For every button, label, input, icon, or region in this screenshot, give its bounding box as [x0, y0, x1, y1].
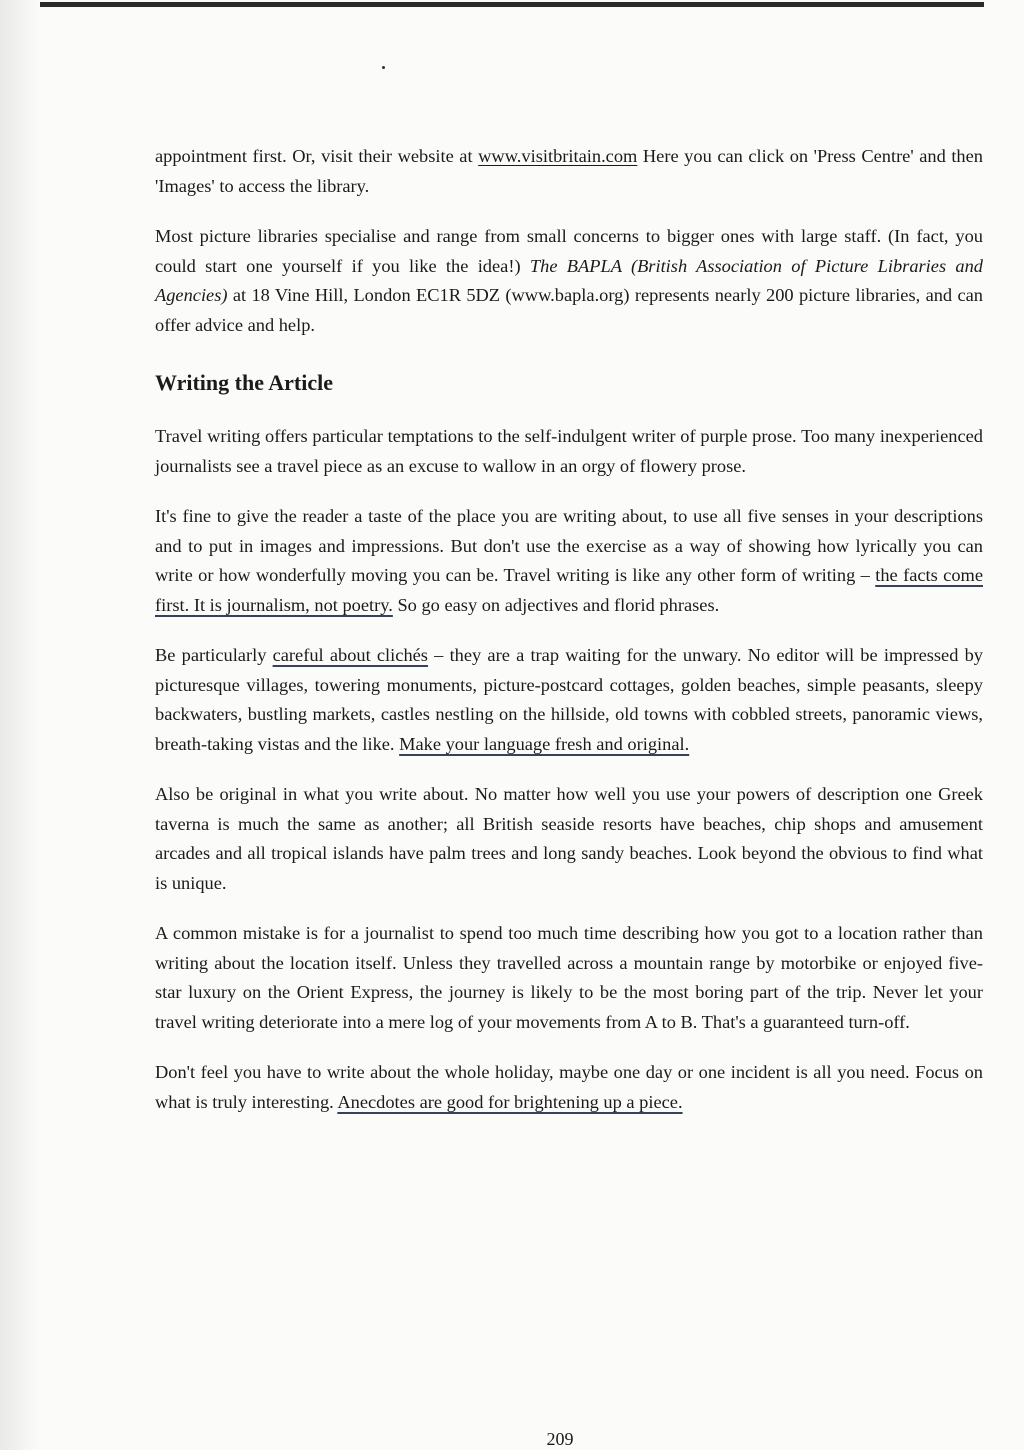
section-heading: Writing the Article — [155, 370, 333, 395]
top-border-line — [40, 2, 984, 7]
paragraph-5: Be particularly careful about clichés – they are a trap waiting for the unwary. No editor will be impressed by picturesque villages, towering monuments, picture-postcard cottages, golden beaches, simple peasants, sleepy backwaters, bustling markets, castles nestling on the hillside, old towns with cobbled streets, panoramic views, breath-taking vistas and the like. Make your language fresh and original. — [155, 645, 983, 754]
page-number: 209 — [546, 1429, 574, 1449]
bapla-name: The BAPLA (British Association of Picture Libraries and Agencies) — [155, 255, 984, 305]
handwritten-underline-language: Make your language fresh and original. — [399, 733, 690, 754]
paragraph-6: Also be original in what you write about. No matter how well you use your powers of description one Greek taverna is much the same as another; all British seaside resorts have beaches, chip shops and amusement arcades and all tropical islands have palm trees and long sandy beaches. Look beyond the obvious to find what is unique. — [155, 784, 983, 893]
page-body — [155, 142, 983, 1138]
handwritten-underline-facts: the facts come first. It is journalism, not poetry. — [155, 565, 983, 615]
paragraph-3: Travel writing offers particular temptations to the self-indulgent writer of purple prose. Too many inexperienced journalists see a travel piece as an excuse to wallow in an orgy of flowery prose. — [155, 426, 983, 476]
paragraph-8: Don't feel you have to write about the whole holiday, maybe one day or one incident is all you need. Focus on what is truly interesting. Anecdotes are good for brightening up a piece. — [155, 1062, 983, 1112]
paragraph-7: A common mistake is for a journalist to spend too much time describing how you got to a location rather than writing about the location itself. Unless they travelled across a mountain range by motorbike or enjoyed five-star luxury on the Orient Express, the journey is likely to be the most boring part of the trip. Never let your travel writing deteriorate into a mere log of your movements from A to B. That's a guaranteed turn-off. — [155, 923, 983, 1032]
handwritten-underline-cliches: careful about clichés — [272, 645, 428, 665]
paragraph-1: appointment first. Or, visit their website at www.visitbritain.com Here you can click on 'Press Centre' and then 'Images' to access the library. — [155, 146, 983, 196]
paragraph-4: It's fine to give the reader a taste of the place you are writing about, to use all five senses in your descriptions and to put in images and impressions. But don't use the exercise as a way of showing how lyrically you can write or how wonderfully moving you can be. Travel writing is like any other form of writing – the facts come first. It is journalism, not poetry. So go easy on adjectives and florid phrases. — [155, 506, 983, 615]
scan-edge-shadow — [0, 0, 40, 1450]
handwritten-underline-anecdotes: Anecdotes are good for brightening up a piece. — [337, 1091, 683, 1112]
visitbritain-link[interactable]: www.visitbritain.com — [478, 146, 638, 166]
paragraph-2: Most picture libraries specialise and range from small concerns to bigger ones with large staff. (In fact, you could start one yourself if you like the idea!) The BAPLA (British Association of Picture Libraries and Agencies) at 18 Vine Hill, London EC1R 5DZ (www.bapla.org) represents nearly 200 picture libraries, and can offer advice and help. — [155, 226, 984, 335]
scan-speck — [382, 66, 385, 69]
